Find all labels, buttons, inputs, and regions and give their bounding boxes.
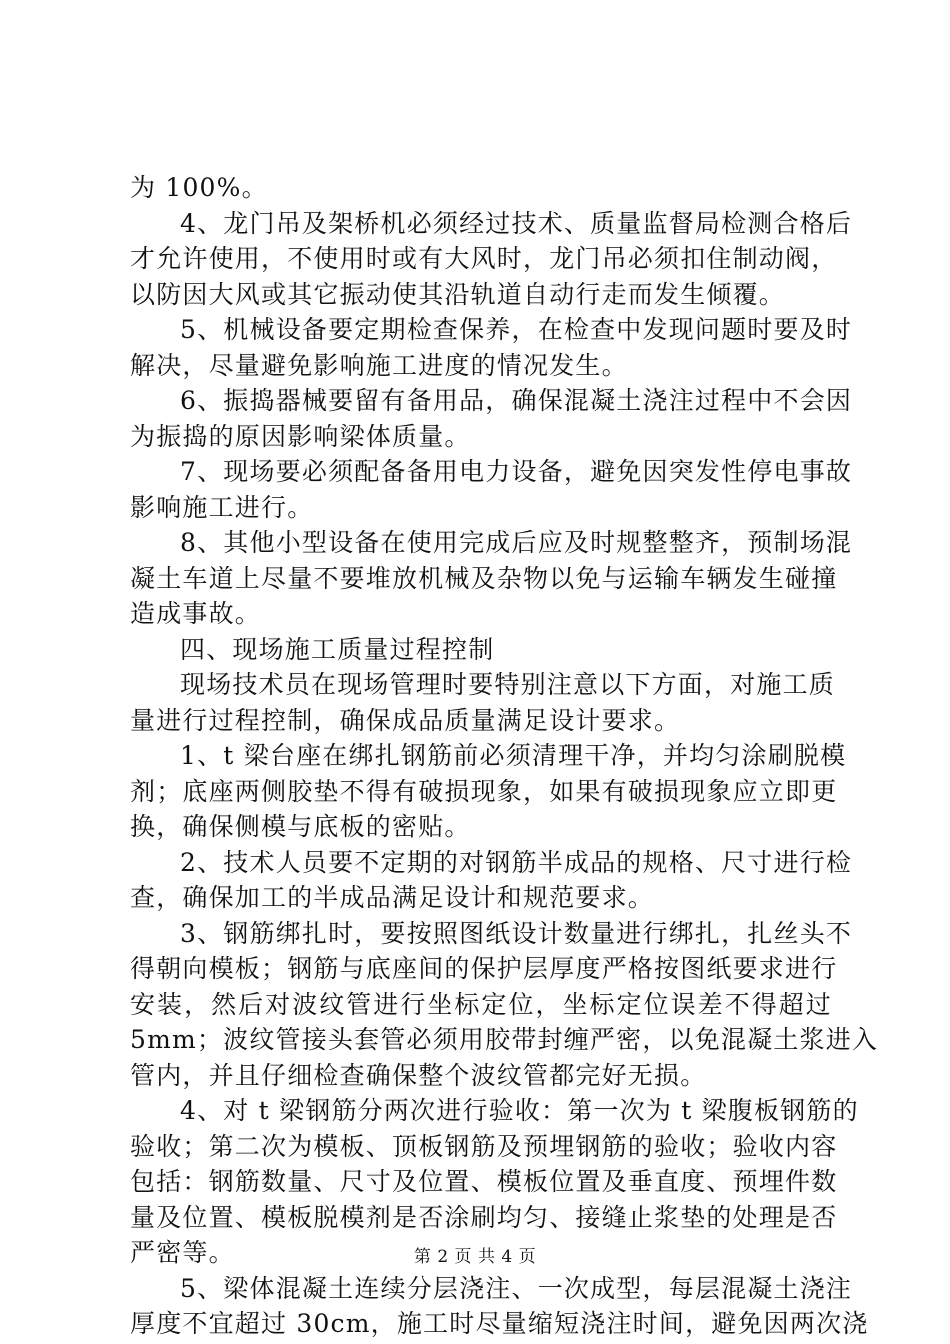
- document-line: 4、对 t 梁钢筋分两次进行验收：第一次为 t 梁腹板钢筋的: [180, 1096, 859, 1125]
- document-line: 包括：钢筋数量、尺寸及位置、模板位置及垂直度、预埋件数: [130, 1167, 838, 1196]
- document-line: 得朝向模板；钢筋与底座间的保护层厚度严格按图纸要求进行: [130, 954, 838, 983]
- document-line: 5、机械设备要定期检查保养，在检查中发现问题时要及时: [180, 315, 853, 344]
- document-line: 严密等。: [130, 1238, 235, 1267]
- document-line: 换，确保侧模与底板的密贴。: [130, 812, 471, 841]
- document-line: 6、振捣器械要留有备用品，确保混凝土浇注过程中不会因: [180, 386, 853, 415]
- document-line: 凝土车道上尽量不要堆放机械及杂物以免与运输车辆发生碰撞: [130, 563, 838, 593]
- document-line: 现场技术员在现场管理时要特别注意以下方面，对施工质: [180, 670, 836, 699]
- document-line: 解决，尽量避免影响施工进度的情况发生。: [130, 350, 628, 380]
- document-line: 造成事故。: [130, 599, 262, 628]
- document-line: 厚度不宜超过 30cm，施工时尽量缩短浇注时间，避免因两次浇: [130, 1309, 869, 1338]
- document-line: 4、龙门吊及架桥机必须经过技术、质量监督局检测合格后: [180, 208, 853, 238]
- document-line: 7、现场要必须配备备用电力设备，避免因突发性停电事故: [180, 457, 853, 486]
- document-line: 验收；第二次为模板、顶板钢筋及预埋钢筋的验收；验收内容: [130, 1131, 838, 1161]
- document-line: 5、梁体混凝土连续分层浇注、一次成型，每层混凝土浇注: [180, 1273, 853, 1303]
- document-line: 四、现场施工质量过程控制: [180, 634, 495, 664]
- document-line: 2、技术人员要不定期的对钢筋半成品的规格、尺寸进行检: [180, 847, 853, 877]
- page-footer: 第 2 页 共 4 页: [413, 1247, 537, 1267]
- document-line: 量及位置、模板脱模剂是否涂刷均匀、接缝止浆垫的处理是否: [130, 1202, 838, 1232]
- document-line: 5mm；波纹管接头套管必须用胶带封缠严密，以免混凝土浆进入: [130, 1025, 879, 1054]
- document-line: 管内，并且仔细检查确保整个波纹管都完好无损。: [130, 1060, 707, 1090]
- document-line: 安装，然后对波纹管进行坐标定位，坐标定位误差不得超过: [130, 989, 832, 1019]
- document-line: 为振捣的原因影响梁体质量。: [130, 421, 471, 451]
- document-line: 查，确保加工的半成品满足设计和规范要求。: [130, 883, 655, 912]
- document-line: 才允许使用，不使用时或有大风时，龙门吊必须扣住制动阀，: [130, 244, 838, 273]
- document-line: 以防因大风或其它振动使其沿轨道自动行走而发生倾覆。: [130, 279, 786, 309]
- document-line: 影响施工进行。: [130, 492, 314, 522]
- document-line: 为 100%。: [130, 173, 268, 202]
- document-line: 3、钢筋绑扎时，要按照图纸设计数量进行绑扎，扎丝头不: [180, 918, 853, 948]
- document-body: [130, 170, 879, 1342]
- document-line: 1、t 梁台座在绑扎钢筋前必须清理干净，并均匀涂刷脱模: [180, 741, 847, 770]
- document-line: 量进行过程控制，确保成品质量满足设计要求。: [130, 705, 681, 735]
- document-line: 8、其他小型设备在使用完成后应及时规整整齐，预制场混: [180, 528, 853, 557]
- document-line: 剂；底座两侧胶垫不得有破损现象，如果有破损现象应立即更: [130, 776, 838, 806]
